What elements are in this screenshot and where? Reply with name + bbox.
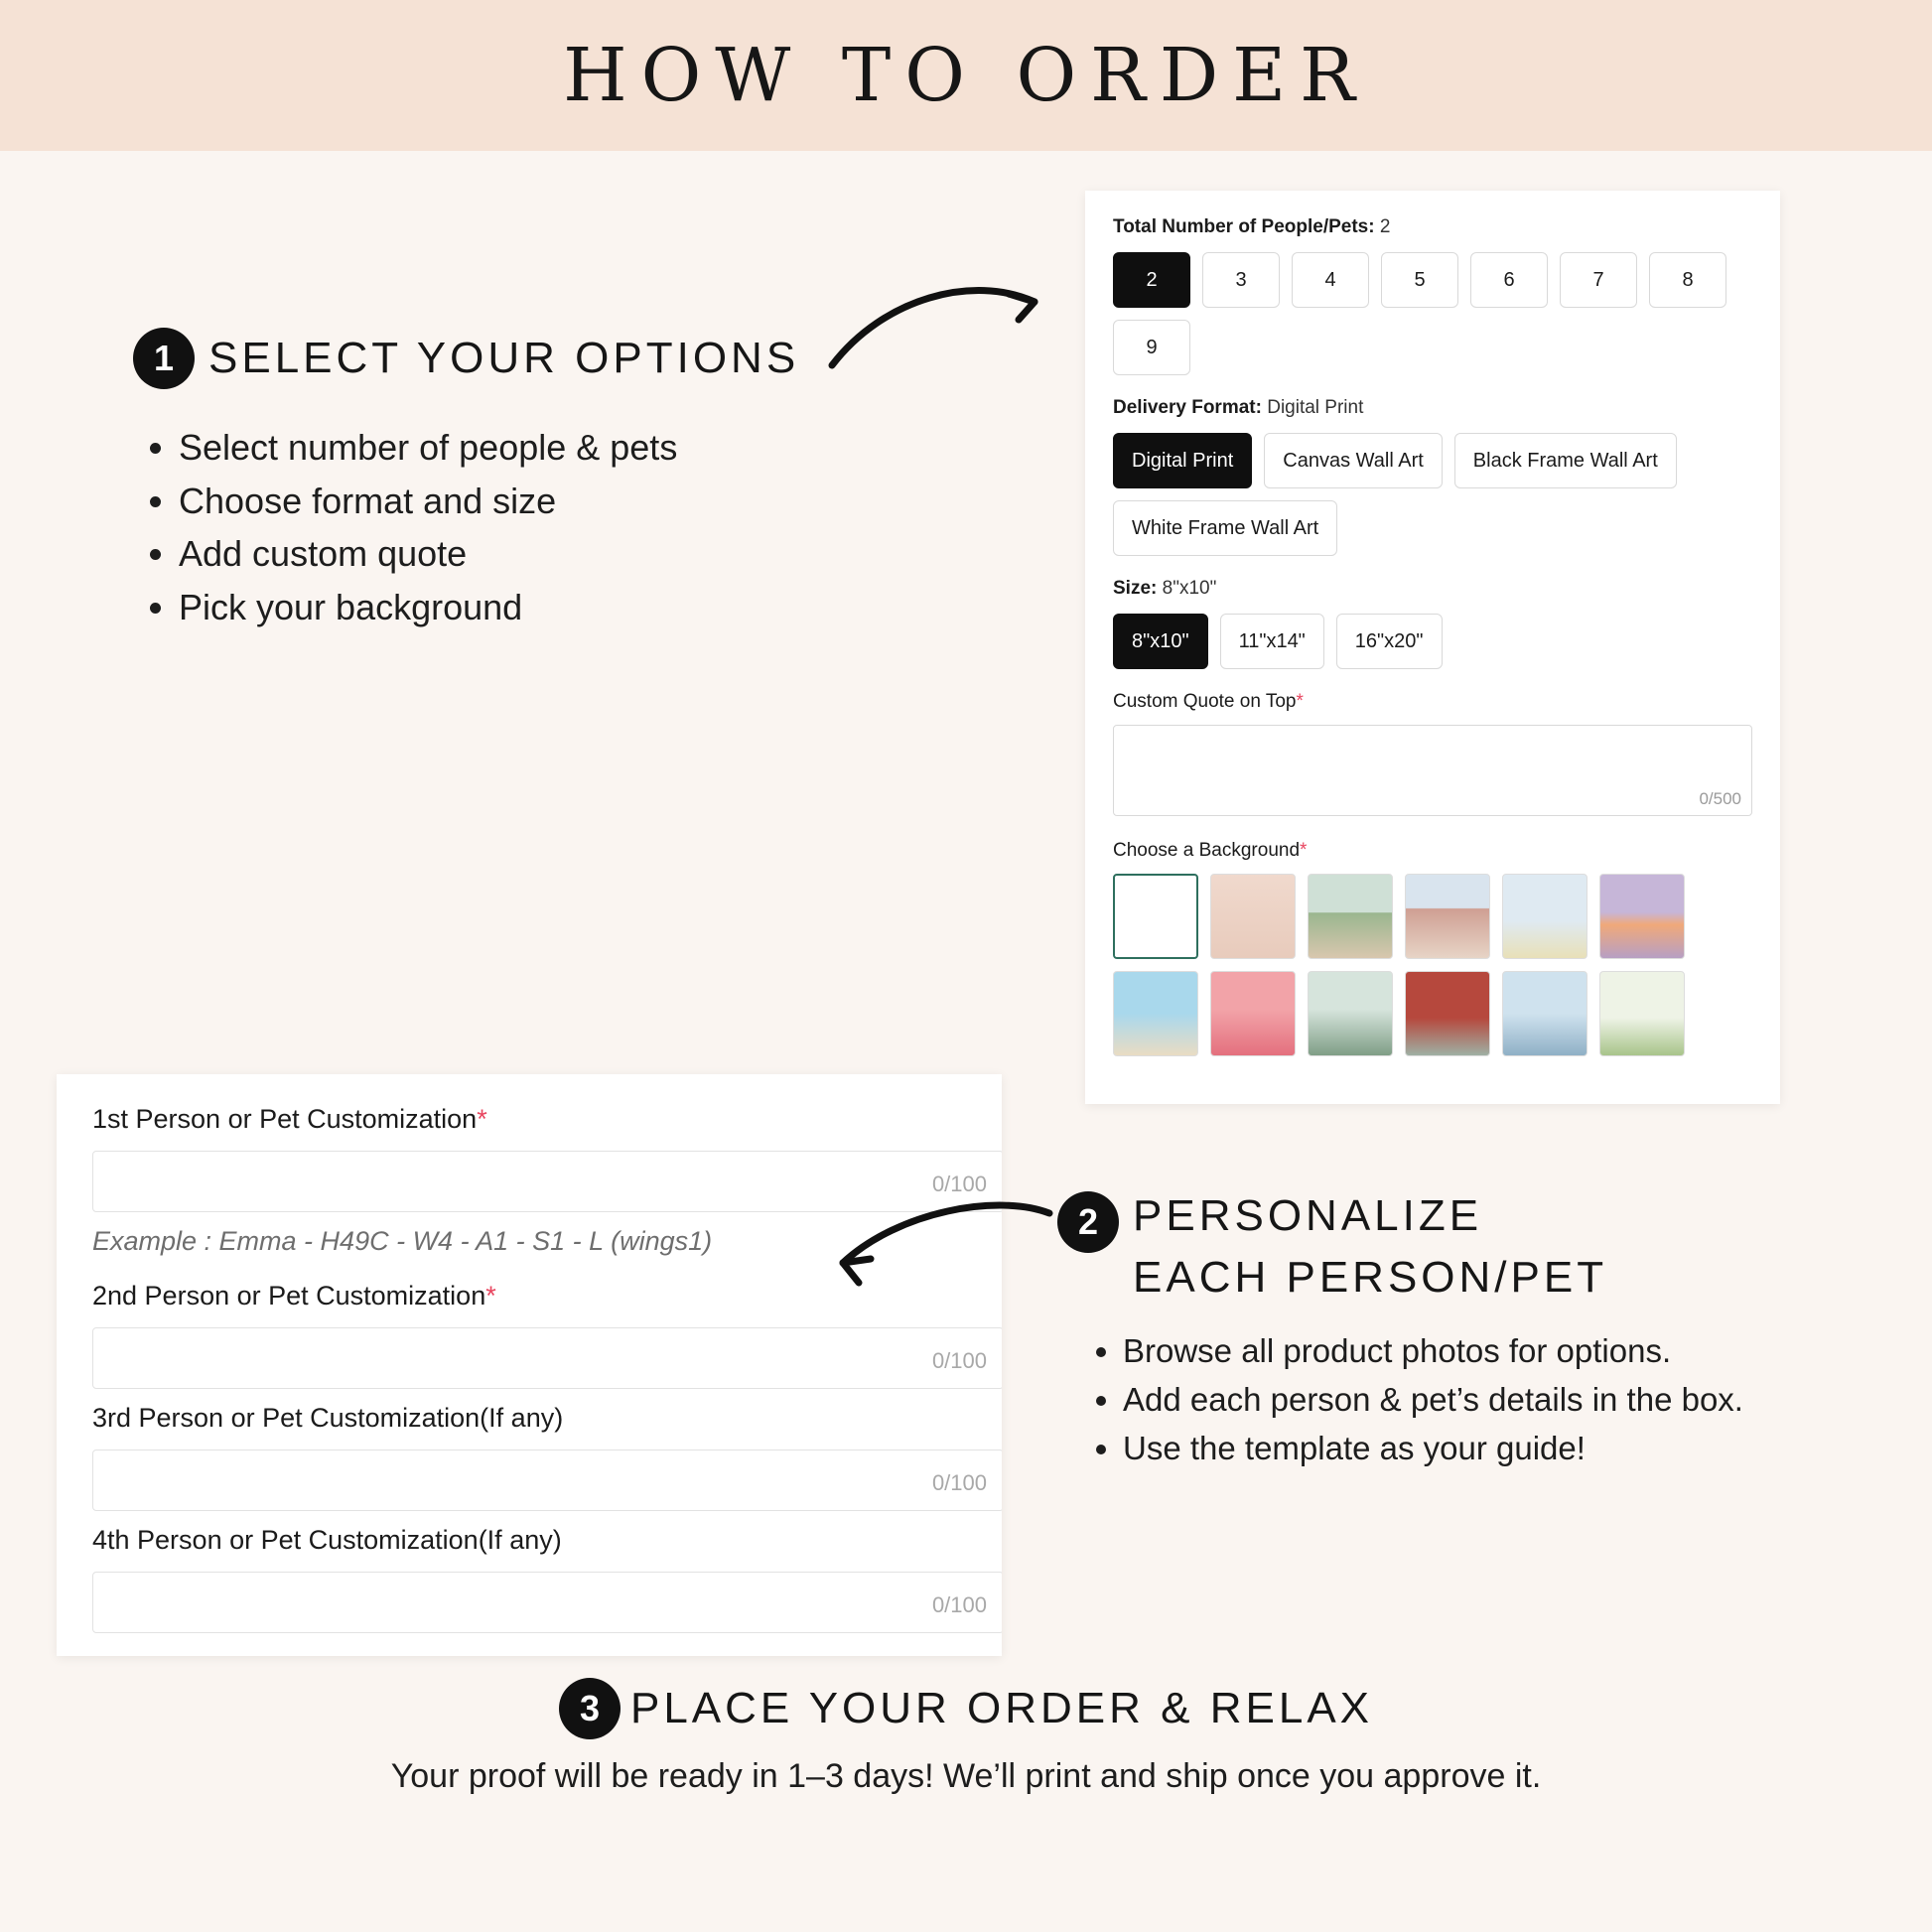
delivery-format-value: Digital Print (1267, 397, 1364, 418)
people-count-value: 2 (1379, 216, 1391, 237)
person-2-label: 2nd Person or Pet Customization* (92, 1281, 496, 1311)
background-swatch-pastel-sky-field[interactable] (1502, 874, 1587, 959)
person-3-input[interactable] (92, 1449, 1002, 1511)
step-3-subtitle: Your proof will be ready in 1–3 days! We’ll print and ship once you approve it. (390, 1757, 1542, 1795)
step-2-bullets (1123, 1328, 1891, 1472)
people-count-label: Total Number of People/Pets: 2 (1113, 216, 1391, 237)
background-swatch-snow-mountain[interactable] (1502, 971, 1587, 1056)
page-header (0, 0, 1932, 151)
person-4-counter: 0/100 (931, 1592, 987, 1617)
background-swatch-pink-sunset-water[interactable] (1210, 971, 1296, 1056)
step-2-badge: 2 (1057, 1191, 1119, 1253)
size-value: 8"x10" (1162, 578, 1217, 599)
custom-quote-input[interactable] (1113, 725, 1752, 816)
format-option-canvas-wall-art[interactable]: Canvas Wall Art (1264, 433, 1443, 488)
person-4-input[interactable] (92, 1572, 1002, 1633)
custom-quote-counter: 0/500 (1699, 789, 1741, 808)
person-4-label: 4th Person or Pet Customization(If any) (92, 1525, 562, 1555)
page-title: HOW TO ORDER (563, 33, 1369, 118)
people-count-options (1113, 252, 1752, 375)
size-option-11x14[interactable]: 11"x14" (1220, 614, 1324, 669)
step-2-block (1057, 1191, 1891, 1474)
step-3-badge: 3 (559, 1678, 621, 1739)
delivery-format-options (1113, 433, 1752, 556)
person-1-label: 1st Person or Pet Customization* (92, 1104, 487, 1134)
format-option-digital-print[interactable]: Digital Print (1113, 433, 1252, 488)
people-option-5[interactable]: 5 (1381, 252, 1458, 308)
example-text: Example : Emma - H49C - W4 - A1 - S1 - L (wings1) (92, 1226, 713, 1256)
person-1-input[interactable] (92, 1151, 1002, 1212)
background-swatch-green-mountain-lake[interactable] (1308, 971, 1393, 1056)
required-marker: * (485, 1281, 496, 1311)
personalize-panel (57, 1074, 1002, 1656)
list-item: • Select number of people & pets (179, 423, 868, 473)
background-swatch-desert-mountain[interactable] (1405, 874, 1490, 959)
required-marker: * (1300, 840, 1308, 861)
step-3-block (0, 1678, 1932, 1796)
step-1-badge: 1 (133, 328, 195, 389)
step-2-heading (1057, 1191, 1891, 1303)
list-item: • Add custom quote (179, 529, 868, 579)
list-item: • Add each person & pet’s details in the box. (1123, 1377, 1891, 1424)
list-item: • Pick your background (179, 583, 868, 632)
step-3-heading (0, 1678, 1932, 1739)
person-2-counter: 0/100 (931, 1348, 987, 1373)
background-swatch-blush-beige[interactable] (1210, 874, 1296, 959)
list-item: • Use the template as your guide! (1123, 1426, 1891, 1472)
background-swatch-plain-white[interactable] (1113, 874, 1198, 959)
background-swatch-purple-sunset[interactable] (1599, 874, 1685, 959)
step-2-title-line2: EACH PERSON/PET (1133, 1253, 1608, 1302)
step-1-title: SELECT YOUR OPTIONS (208, 334, 800, 382)
step-1-block (133, 328, 868, 636)
people-option-7[interactable]: 7 (1560, 252, 1637, 308)
background-swatch-pine-forest[interactable] (1308, 874, 1393, 959)
size-option-16x20[interactable]: 16"x20" (1336, 614, 1443, 669)
background-swatch-red-rock-lake[interactable] (1405, 971, 1490, 1056)
required-marker: * (1296, 691, 1304, 712)
people-option-3[interactable]: 3 (1202, 252, 1280, 308)
people-option-4[interactable]: 4 (1292, 252, 1369, 308)
people-option-8[interactable]: 8 (1649, 252, 1726, 308)
step-1-heading (133, 328, 868, 389)
background-swatch-green-meadow-tree[interactable] (1599, 971, 1685, 1056)
background-options (1113, 874, 1752, 1056)
size-option-8x10[interactable]: 8"x10" (1113, 614, 1208, 669)
format-option-black-frame-wall-art[interactable]: Black Frame Wall Art (1454, 433, 1677, 488)
list-item: • Choose format and size (179, 477, 868, 526)
options-panel (1085, 191, 1780, 1104)
person-3-label: 3rd Person or Pet Customization(If any) (92, 1403, 564, 1433)
list-item: • Browse all product photos for options. (1123, 1328, 1891, 1375)
custom-quote-label: Custom Quote on Top* (1113, 691, 1304, 712)
step-2-title-line1: PERSONALIZE (1133, 1191, 1483, 1240)
people-option-2[interactable]: 2 (1113, 252, 1190, 308)
background-label: Choose a Background* (1113, 840, 1308, 861)
delivery-format-label: Delivery Format: Digital Print (1113, 397, 1364, 418)
required-marker: * (477, 1104, 487, 1134)
person-2-input[interactable] (92, 1327, 1002, 1389)
size-label: Size: 8"x10" (1113, 578, 1217, 599)
step-3-title: PLACE YOUR ORDER & RELAX (629, 1684, 1374, 1732)
background-swatch-ocean-beach[interactable] (1113, 971, 1198, 1056)
format-option-white-frame-wall-art[interactable]: White Frame Wall Art (1113, 500, 1337, 556)
step-1-bullets (179, 423, 868, 632)
people-option-9[interactable]: 9 (1113, 320, 1190, 375)
person-1-counter: 0/100 (931, 1172, 987, 1196)
size-options (1113, 614, 1752, 669)
person-3-counter: 0/100 (931, 1470, 987, 1495)
people-option-6[interactable]: 6 (1470, 252, 1548, 308)
